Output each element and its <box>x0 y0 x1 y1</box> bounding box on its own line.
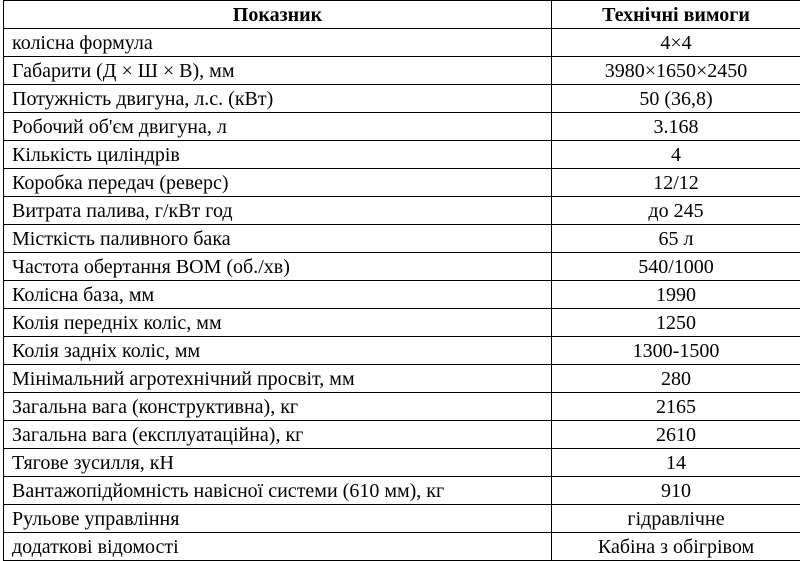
table-row <box>4 449 800 477</box>
row-value: гідравлічне <box>552 505 800 533</box>
table-row <box>4 85 800 113</box>
table-row <box>4 169 800 197</box>
table-row <box>4 309 800 337</box>
table-row <box>4 253 800 281</box>
table-row <box>4 197 800 225</box>
header-requirement: Технічні вимоги <box>552 1 800 29</box>
row-parameter: Загальна вага (експлуатаційна), кг <box>4 421 552 449</box>
row-parameter: Колія передніх коліс, мм <box>4 309 552 337</box>
row-parameter: Мінімальний агротехнічний просвіт, мм <box>4 365 552 393</box>
row-parameter: Потужність двигуна, л.с. (кВт) <box>4 85 552 113</box>
row-parameter: Кількість циліндрів <box>4 141 552 169</box>
row-parameter: Частота обертання ВОМ (об./хв) <box>4 253 552 281</box>
row-value: 4×4 <box>552 29 800 57</box>
row-parameter: Витрата палива, г/кВт год <box>4 197 552 225</box>
row-parameter: Місткість паливного бака <box>4 225 552 253</box>
table-row <box>4 225 800 253</box>
row-value: 3980×1650×2450 <box>552 57 800 85</box>
row-parameter: Загальна вага (конструктивна), кг <box>4 393 552 421</box>
table-row <box>4 57 800 85</box>
row-parameter: Коробка передач (реверс) <box>4 169 552 197</box>
row-value: 14 <box>552 449 800 477</box>
row-value: 12/12 <box>552 169 800 197</box>
row-value: 2610 <box>552 421 800 449</box>
header-parameter: Показник <box>4 1 552 29</box>
table-row <box>4 421 800 449</box>
row-value: Кабіна з обігрівом <box>552 533 800 561</box>
table-row <box>4 29 800 57</box>
row-parameter: Колія задніх коліс, мм <box>4 337 552 365</box>
table-row <box>4 337 800 365</box>
row-value: до 245 <box>552 197 800 225</box>
row-value: 1300-1500 <box>552 337 800 365</box>
table-row <box>4 113 800 141</box>
row-parameter: Рульове управління <box>4 505 552 533</box>
table-row <box>4 505 800 533</box>
table-row <box>4 141 800 169</box>
row-value: 4 <box>552 141 800 169</box>
row-value: 280 <box>552 365 800 393</box>
row-value: 3.168 <box>552 113 800 141</box>
row-value: 1990 <box>552 281 800 309</box>
row-value: 910 <box>552 477 800 505</box>
row-value: 2165 <box>552 393 800 421</box>
spec-table <box>3 0 800 561</box>
table-row <box>4 281 800 309</box>
row-parameter: додаткові відомості <box>4 533 552 561</box>
row-parameter: колісна формула <box>4 29 552 57</box>
row-value: 65 л <box>552 225 800 253</box>
table-row <box>4 533 800 561</box>
row-parameter: Габарити (Д × Ш × В), мм <box>4 57 552 85</box>
row-value: 50 (36,8) <box>552 85 800 113</box>
row-parameter: Колісна база, мм <box>4 281 552 309</box>
table-row <box>4 365 800 393</box>
row-parameter: Тягове зусилля, кН <box>4 449 552 477</box>
row-value: 1250 <box>552 309 800 337</box>
table-header-row <box>4 1 800 29</box>
table-row <box>4 477 800 505</box>
row-value: 540/1000 <box>552 253 800 281</box>
row-parameter: Робочий об'єм двигуна, л <box>4 113 552 141</box>
row-parameter: Вантажопідйомність навісної системи (610 мм), кг <box>4 477 552 505</box>
table-row <box>4 393 800 421</box>
